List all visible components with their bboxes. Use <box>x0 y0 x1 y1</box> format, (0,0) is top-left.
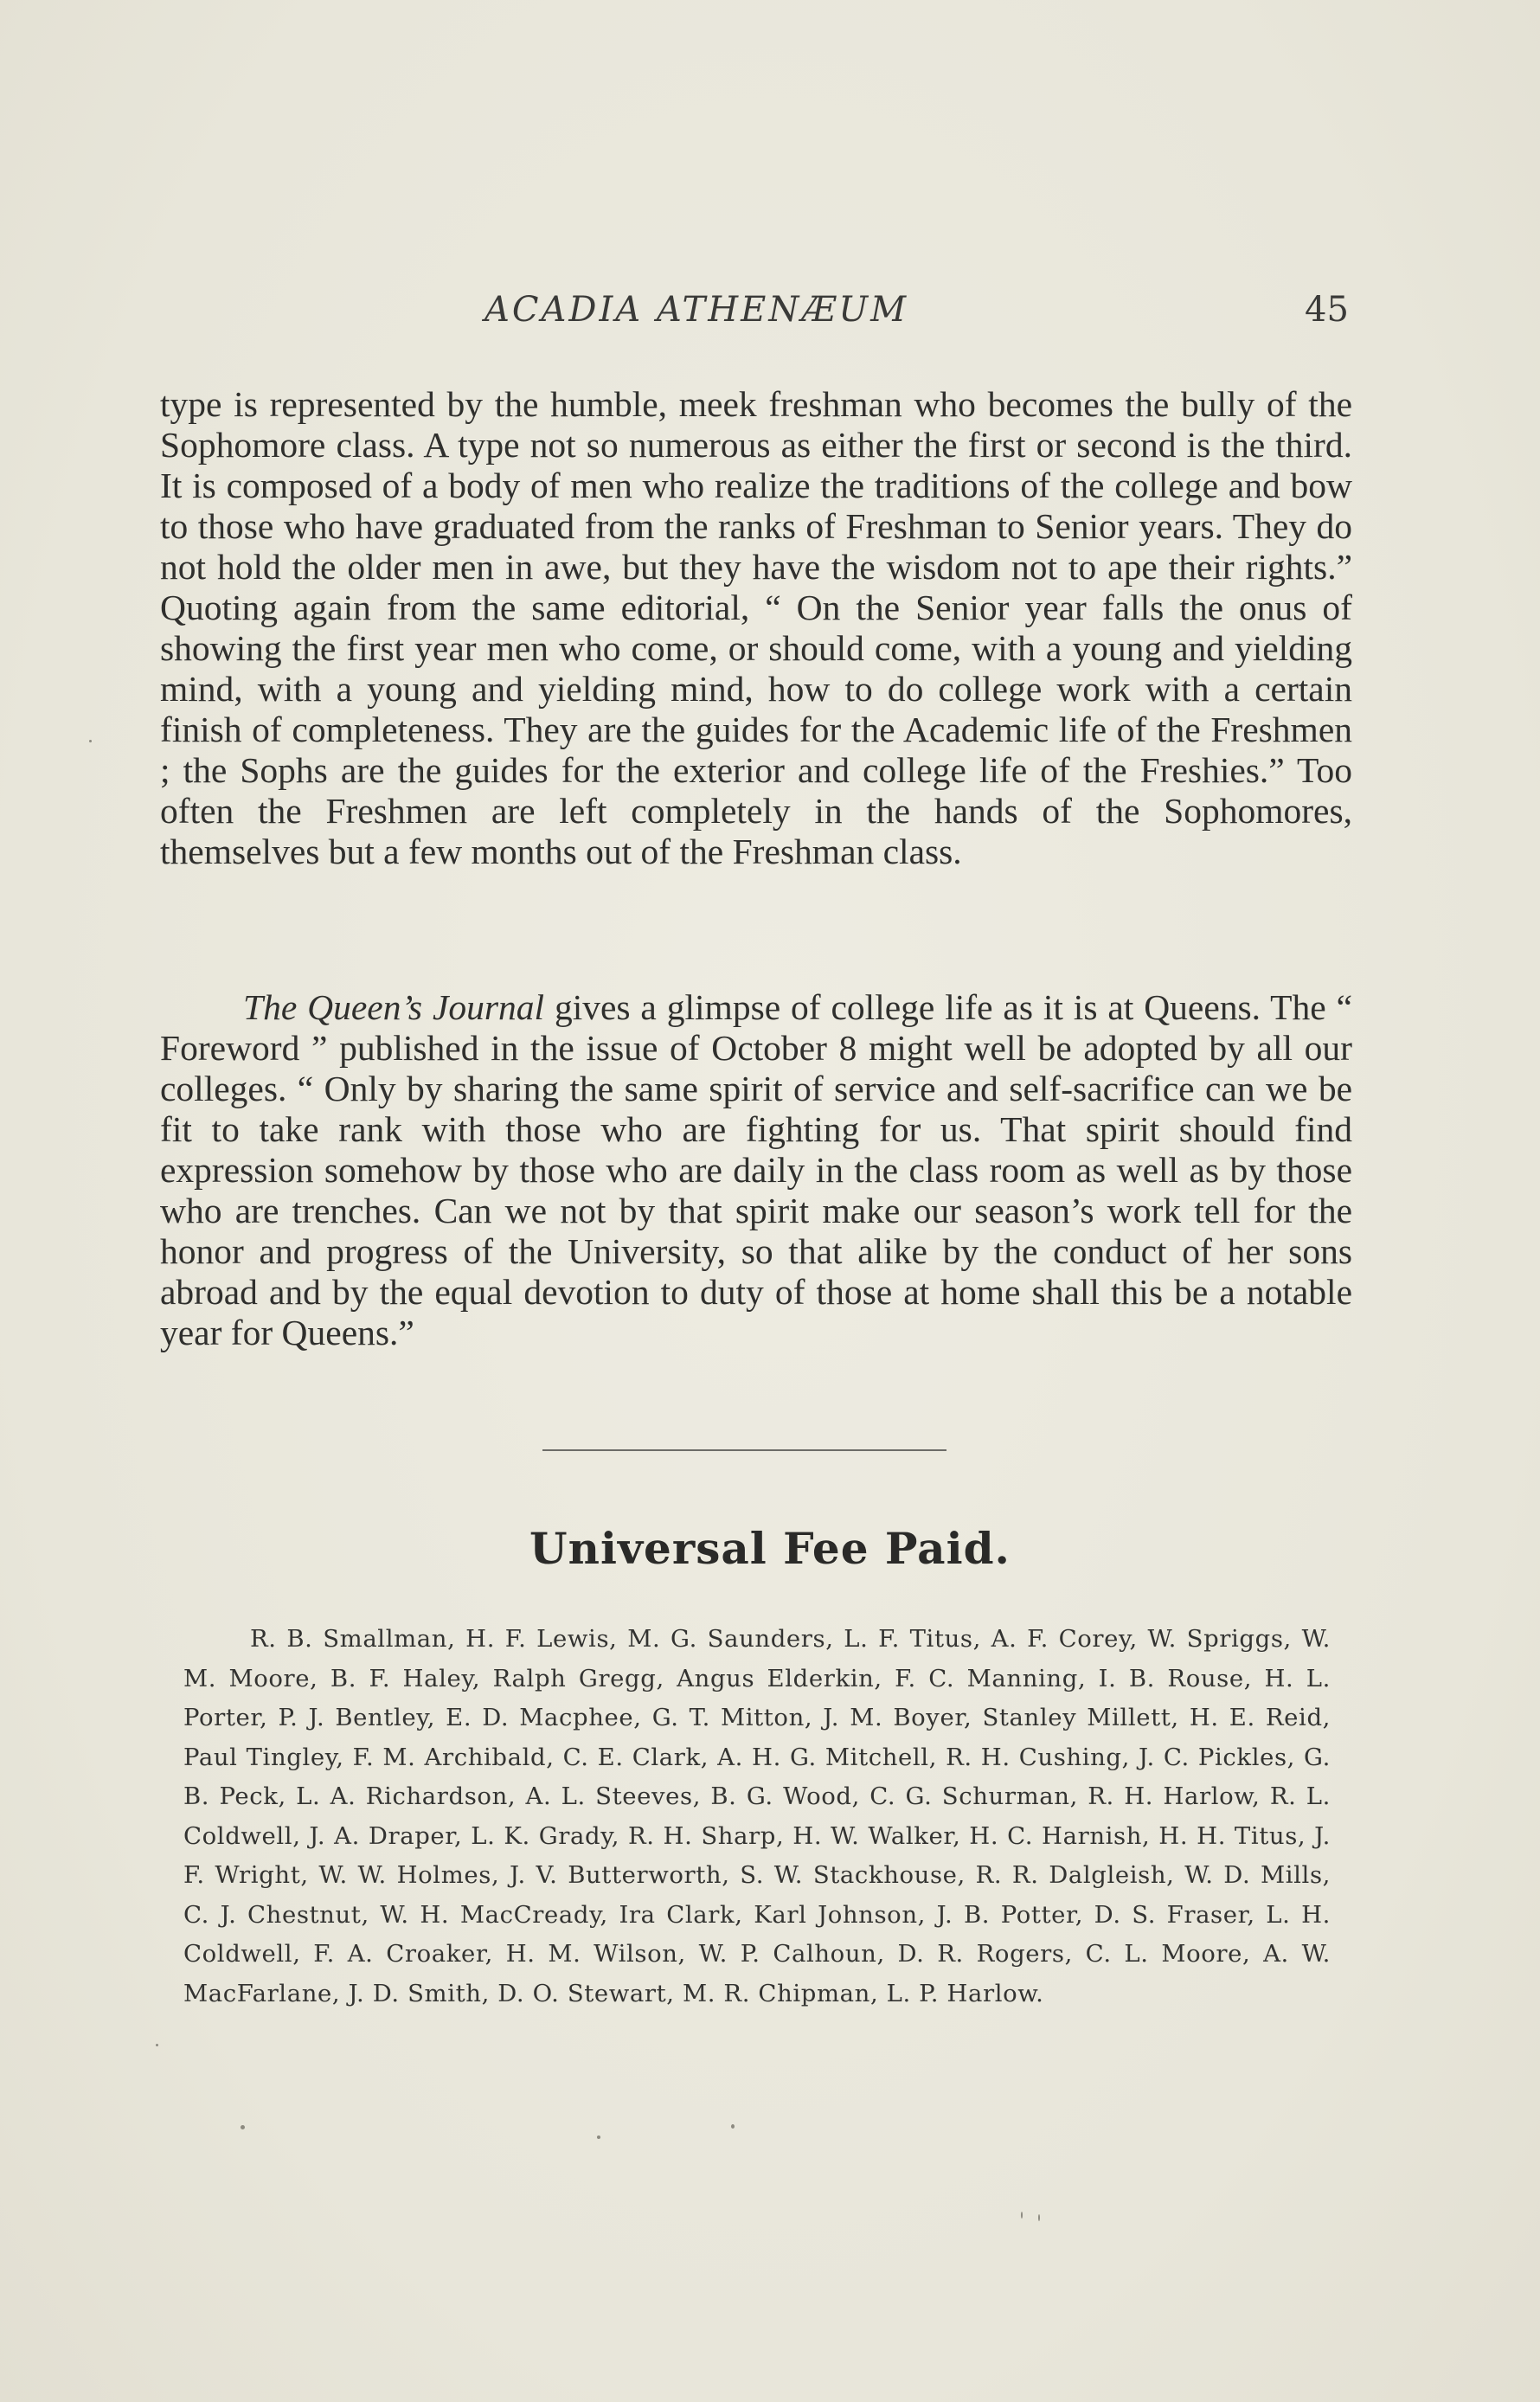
scan-speck <box>731 2124 735 2129</box>
journal-title: The Queen’s Journal <box>243 987 545 1027</box>
scan-speck <box>241 2125 245 2129</box>
scan-speck <box>156 2044 158 2046</box>
scan-speck <box>1021 2212 1023 2219</box>
article-paragraph-1: type is represented by the humble, meek freshman who becomes the bully of the Sophomore class. A type not so numerous as either the first or second is the third. It is composed of a body of men who realize the traditions of the college and bow to those who have graduated from the ranks of Freshman to Senior years. They do not hold the older men in awe, but they have the wisdom not to ape their rights.” Quoting again from the same editorial, “ On the Senior year falls the onus of showing the first year men who come, or should come, with a young and yielding mind, with a young and yielding mind, how to do college work with a certain finish of completeness. They are the guides for the Academic life of the Freshmen ; the Sophs are the guides for the exterior and college life of the Freshies.” Too often the Freshmen are left completely in the hands of the Sophomores, themselves but a few months out of the Freshman class. <box>160 384 1352 871</box>
scan-speck <box>89 740 92 742</box>
page-number: 45 <box>1305 290 1349 330</box>
scan-speck <box>1038 2214 1040 2221</box>
names-list: R. B. Smallman, H. F. Lewis, M. G. Saunders, L. F. Titus, A. F. Corey, W. Spriggs, W. M. Moore, B. F. Haley, Ralph Gregg, Angus Elderkin, F. C. Manning, I. B. Rouse, H. L. Porter, P. J. Bentley, E. D. Macphee, G. T. Mitton, J. M. Boyer, Stanley Millett, H. E. Reid, Paul Tingley, F. M. Archibald, C. E. Clark, A. H. G. Mitchell, R. H. Cushing, J. C. Pickles, G. B. Peck, L. A. Richardson, A. L. Steeves, B. G. Wood, C. G. Schurman, R. H. Harlow, R. L. Coldwell, J. A. Draper, L. K. Grady, R. H. Sharp, H. W. Walker, H. C. Harnish, H. H. Titus, J. F. Wright, W. W. Holmes, J. V. Butterworth, S. W. Stackhouse, R. R. Dalgleish, W. D. Mills, C. J. Chestnut, W. H. MacCready, Ira Clark, Karl Johnson, J. B. Potter, D. S. Fraser, L. H. Coldwell, F. A. Croaker, H. M. Wilson, W. P. Calhoun, D. R. Rogers, C. L. Moore, A. W. MacFarlane, J. D. Smith, D. O. Stewart, M. R. Chipman, L. P. Harlow. <box>183 1625 1331 2007</box>
section-divider <box>542 1449 946 1451</box>
scan-speck <box>597 2135 600 2139</box>
section-heading: Universal Fee Paid. <box>529 1523 1011 1574</box>
running-title: ACADIA ATHENÆUM <box>484 290 909 330</box>
article-paragraph-2-text: gives a glimpse of college life as it is at Queens. The “ Foreword ” published in the issue of October 8 might well be adopted by all our colleges. “ Only by sharing the same spirit of service and self-sacrifice can we be fit to take rank with those who are fighting for us. That spirit should find expression somehow by those who are daily in the class room as well as by those who are trenches. Can we not by that spirit make our season’s work tell for the honor and progress of the University, so that alike by the conduct of her sons abroad and by the equal devotion to duty of those at home shall this be a notable year for Queens.” <box>160 987 1353 1352</box>
article-paragraph-2 <box>160 987 1352 1353</box>
